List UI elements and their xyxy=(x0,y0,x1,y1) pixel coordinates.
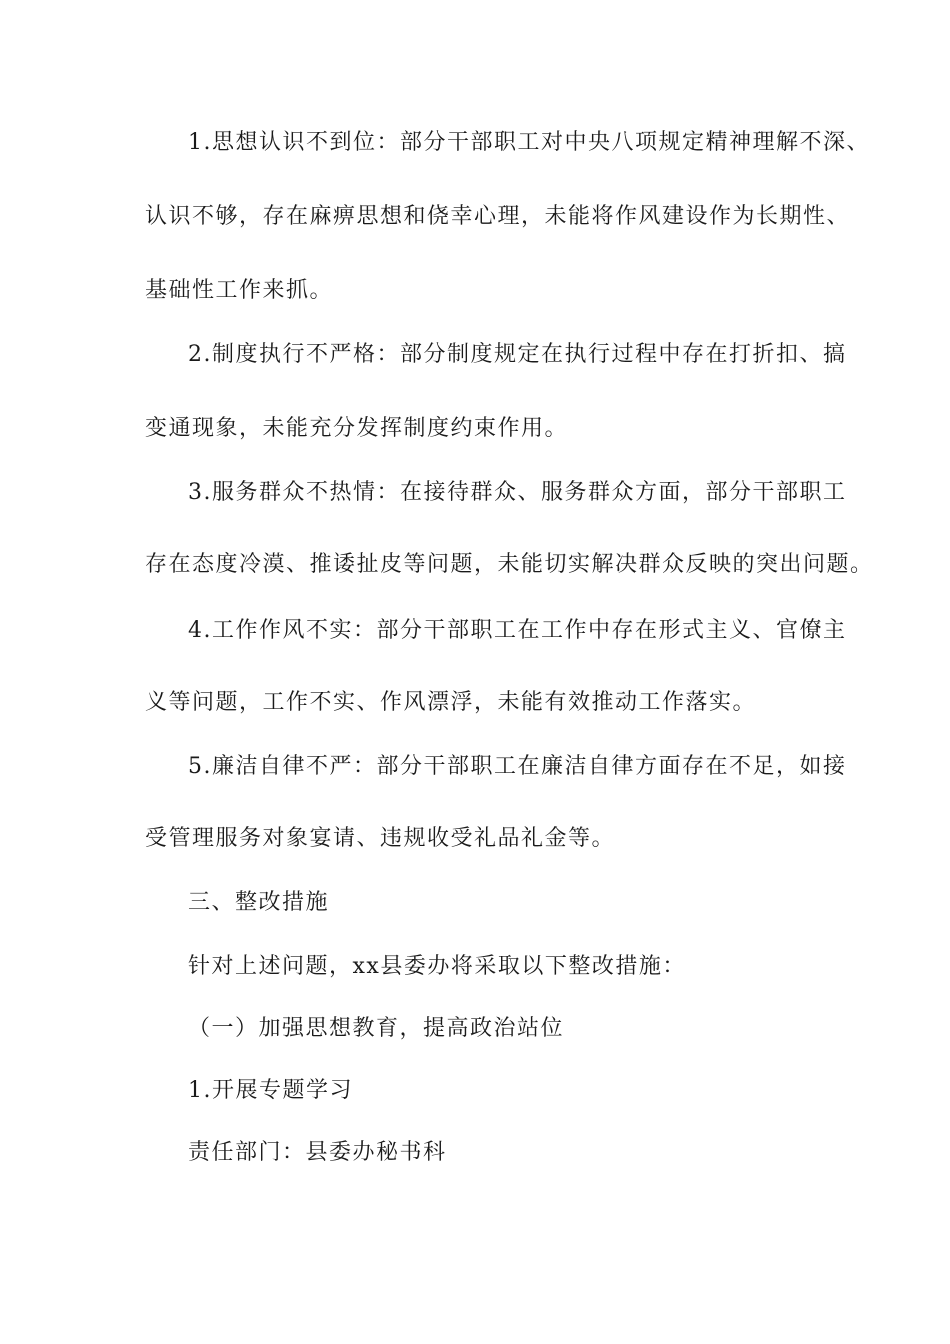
paragraph-4-line-2: 义等问题，工作不实、作风漂浮，未能有效推动工作落实。 xyxy=(145,690,757,715)
section-heading: 三、整改措施 xyxy=(188,890,330,915)
paragraph-3-line-2: 存在态度冷漠、推诿扯皮等问题，未能切实解决群众反映的突出问题。 xyxy=(145,552,874,577)
paragraph-2-line-2: 变通现象，未能充分发挥制度约束作用。 xyxy=(145,416,569,441)
responsible-department: 责任部门：县委办秘书科 xyxy=(188,1140,447,1165)
paragraph-2-line-1: 2.制度执行不严格：部分制度规定在执行过程中存在打折扣、搞 xyxy=(188,342,847,367)
paragraph-4-line-1: 4.工作作风不实：部分干部职工在工作中存在形式主义、官僚主 xyxy=(188,618,847,643)
paragraph-5-line-1: 5.廉洁自律不严：部分干部职工在廉洁自律方面存在不足，如接 xyxy=(188,754,847,779)
paragraph-3-line-1: 3.服务群众不热情：在接待群众、服务群众方面，部分干部职工 xyxy=(188,480,847,505)
item-heading: 1.开展专题学习 xyxy=(188,1078,353,1103)
paragraph-1-line-1: 1.思想认识不到位：部分干部职工对中央八项规定精神理解不深、 xyxy=(188,130,870,155)
subsection-heading: （一）加强思想教育，提高政治站位 xyxy=(188,1016,565,1041)
intro-paragraph: 针对上述问题，xx县委办将采取以下整改措施： xyxy=(188,954,686,979)
paragraph-1-line-2: 认识不够，存在麻痹思想和侥幸心理，未能将作风建设作为长期性、 xyxy=(145,204,851,229)
paragraph-1-line-3: 基础性工作来抓。 xyxy=(145,278,334,303)
paragraph-5-line-2: 受管理服务对象宴请、违规收受礼品礼金等。 xyxy=(145,826,616,851)
